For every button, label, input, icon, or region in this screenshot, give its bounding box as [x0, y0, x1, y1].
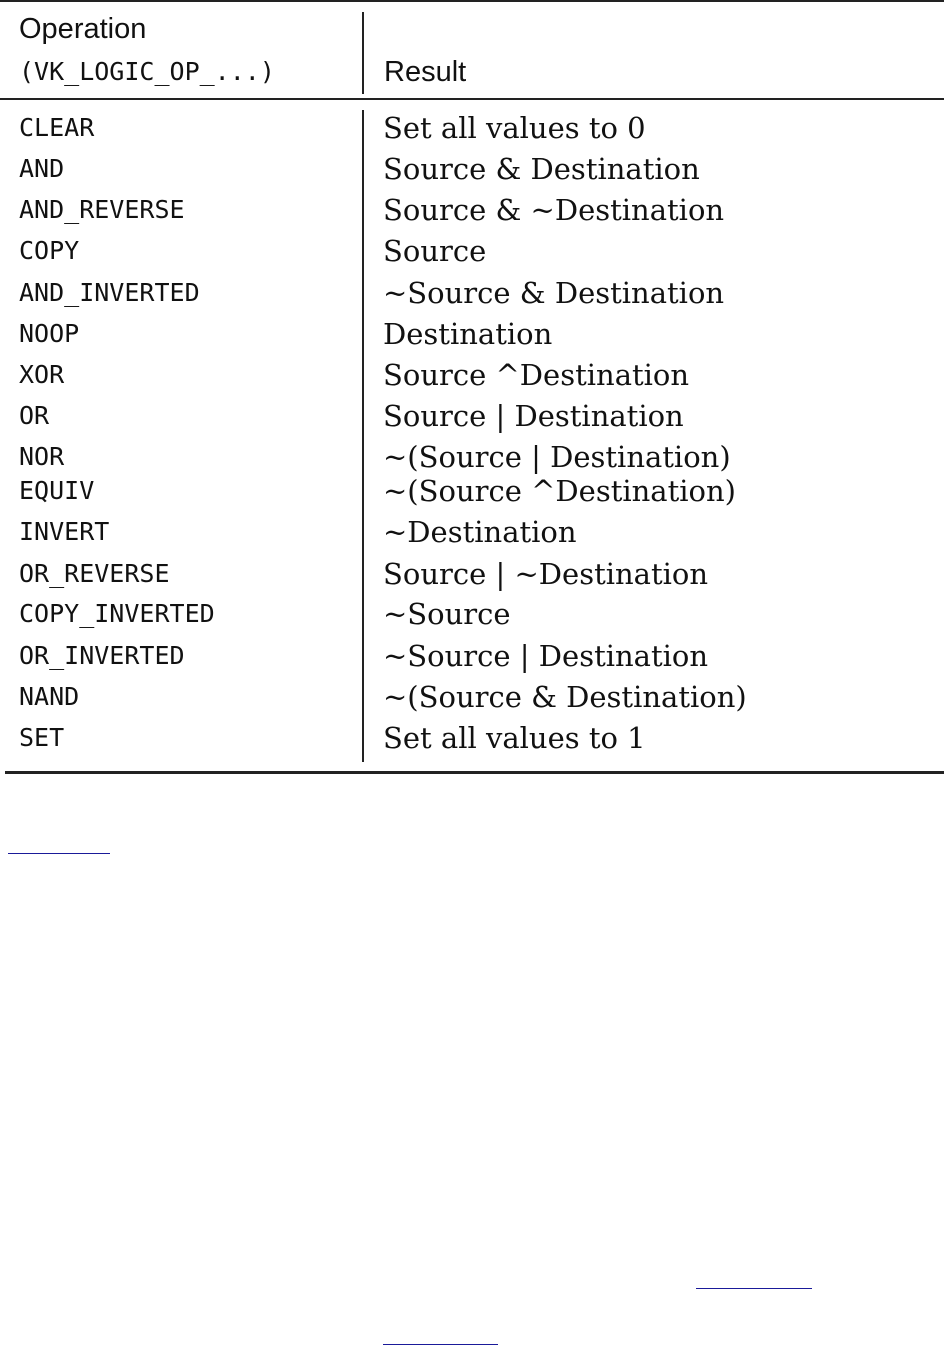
header-rule [0, 98, 944, 100]
result-cell: ~(Source ^Destination) [383, 474, 736, 508]
result-cell: ~Source & Destination [383, 276, 725, 310]
result-cell: Source & ~Destination [383, 193, 725, 227]
result-cell: ~(Source | Destination) [383, 440, 731, 474]
operation-cell: COPY_INVERTED [19, 599, 215, 628]
body-column-divider [362, 110, 364, 762]
operation-prefix-header: (VK_LOGIC_OP_...) [19, 57, 275, 86]
result-cell: ~Source | Destination [383, 639, 709, 673]
result-cell: Source [383, 234, 487, 268]
link-underline[interactable] [8, 853, 110, 854]
result-cell: Source ^Destination [383, 358, 690, 392]
operation-header: Operation [19, 13, 147, 45]
operation-cell: COPY [19, 236, 80, 265]
operation-cell: CLEAR [19, 113, 95, 142]
operation-cell: NAND [19, 682, 80, 711]
table-top-rule [0, 0, 944, 2]
result-cell: Source | ~Destination [383, 557, 709, 591]
operation-cell: OR_INVERTED [19, 641, 185, 670]
result-cell: Source & Destination [383, 152, 700, 186]
operation-cell: EQUIV [19, 476, 95, 505]
result-cell: Source | Destination [383, 399, 684, 433]
link-underline[interactable] [696, 1288, 812, 1289]
result-cell: ~Destination [383, 515, 577, 549]
operation-cell: AND [19, 154, 65, 183]
result-cell: Set all values to 0 [383, 111, 646, 145]
operation-cell: OR [19, 401, 50, 430]
operation-cell: INVERT [19, 517, 110, 546]
operation-cell: OR_REVERSE [19, 559, 170, 588]
operation-cell: NOR [19, 442, 65, 471]
result-cell: Set all values to 1 [383, 721, 646, 755]
result-header: Result [384, 56, 467, 88]
result-cell: ~Source [383, 597, 511, 631]
operation-cell: AND_INVERTED [19, 278, 200, 307]
header-column-divider [362, 12, 364, 94]
result-cell: ~(Source & Destination) [383, 680, 747, 714]
table-bottom-rule [5, 771, 944, 774]
operation-cell: NOOP [19, 319, 80, 348]
operation-cell: XOR [19, 360, 65, 389]
operation-cell: SET [19, 723, 65, 752]
link-underline[interactable] [383, 1344, 498, 1345]
result-cell: Destination [383, 317, 553, 351]
operation-cell: AND_REVERSE [19, 195, 185, 224]
